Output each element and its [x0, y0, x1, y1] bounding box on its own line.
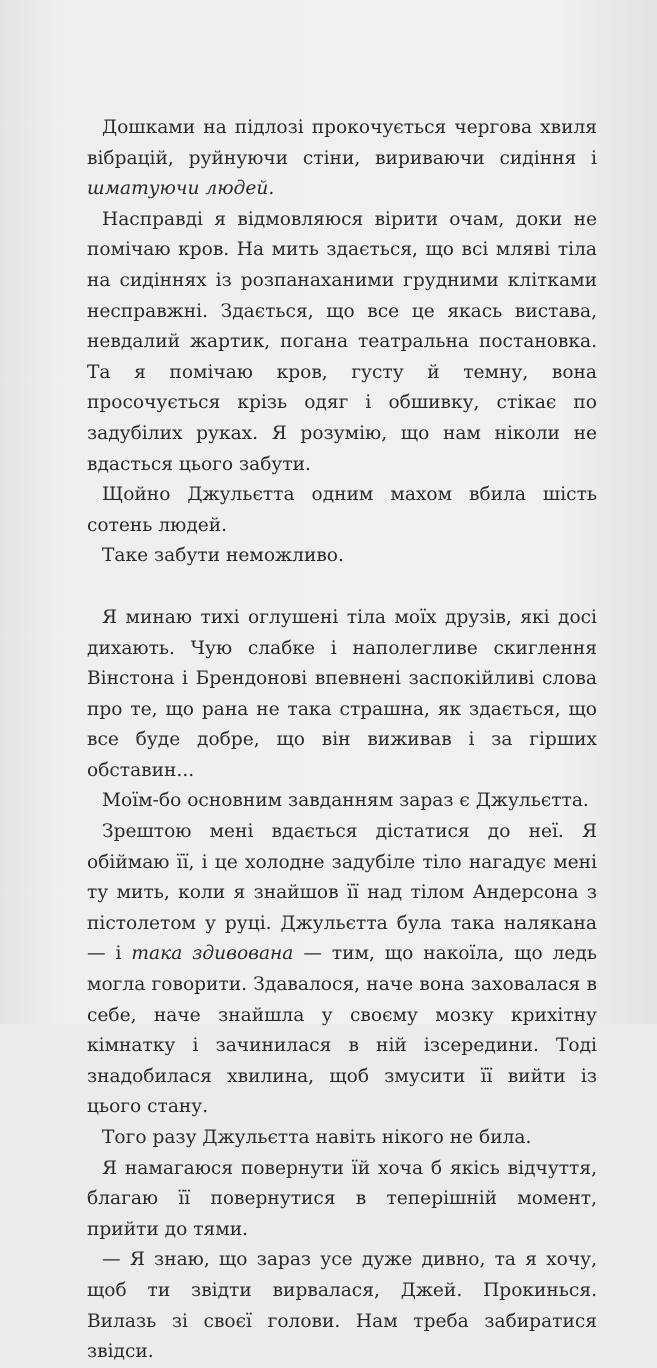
- paragraph-text: — Я знаю, що зараз усе дуже дивно, та я хочу, щоб ти звідти вирвалася, Джей. Прокинься. Вилазь зі своєї голови. Нам треба забиратися звідси.: [87, 1249, 597, 1363]
- paragraph: [87, 603, 597, 787]
- paragraph-text: Я минаю тихі оглушені тіла моїх друзів, які досі дихають. Чую слабке і наполегливе скиглення Вінстона і Брендонові впевнені заспокійливі слова про те, що рана не така страшна, як здається, що все буде добре, що він виживав і за гірших обставин...: [87, 606, 597, 781]
- paragraph: [87, 1245, 597, 1367]
- paragraph: [87, 817, 597, 1123]
- paragraph-text: Я намагаюся повернути їй хоча б якісь відчуття, благаю її повернутися в теперішній момент, прийти до тями.: [87, 1157, 597, 1240]
- paragraph-text: Щойно Джульєтта одним махом вбила шість сотень людей.: [87, 484, 597, 536]
- italic-text: шматуючи людей: [87, 178, 269, 200]
- paragraph-text: Зрештою мені вдається дістатися до неї. Я обіймаю її, і це холодне задубіле тіло нагадує мені ту мить, коли я знайшов її над тілом Андерсона з пістолетом у руці. Джульєтта була така налякана — і: [87, 821, 597, 965]
- paragraph: [87, 1123, 597, 1154]
- paragraph: [87, 541, 597, 572]
- paragraph: [87, 113, 597, 205]
- paragraph-text: .: [268, 178, 275, 200]
- paragraph: [87, 480, 597, 541]
- paragraph-text: Моїм-бо основним завданням зараз є Джульєтта.: [102, 790, 589, 812]
- paragraph-text: Дошками на підлозі прокочується чергова хвиля вібрацій, руйнуючи стіни, вириваючи сидіння і: [87, 117, 597, 169]
- paragraph-text: Таке забути неможливо.: [102, 545, 344, 567]
- paragraph: [87, 786, 597, 817]
- paragraph-text: — тим, що накоїла, що ледь могла говорити. Здавалося, наче вона заховалася в себе, наче знайшла у своєму мозку крихітну кімнатку і зачинилася в ній ізсередини. Тоді знадобилася хвилина, щоб змусити її вийти із цього стану.: [87, 943, 597, 1118]
- paragraph: [87, 1154, 597, 1246]
- paragraph: [87, 205, 597, 480]
- section-gap: [87, 572, 597, 603]
- italic-text: така здивована: [131, 943, 294, 965]
- page-text: [87, 113, 597, 1368]
- paragraph-text: Насправді я відмовляюся вірити очам, доки не помічаю кров. На мить здається, що всі мляві тіла на сидіннях із розпанаханими грудними клітками несправжні. Здається, що все це якась вистава, невдалий жартик, погана театральна постановка. Та я помічаю кров, густу й темну, вона просочується крізь одяг і обшивку, стікає по задубілих руках. Я розумію, що нам ніколи не вдасться цього забути.: [87, 208, 597, 475]
- paragraph-text: Того разу Джульєтта навіть нікого не била.: [102, 1127, 532, 1148]
